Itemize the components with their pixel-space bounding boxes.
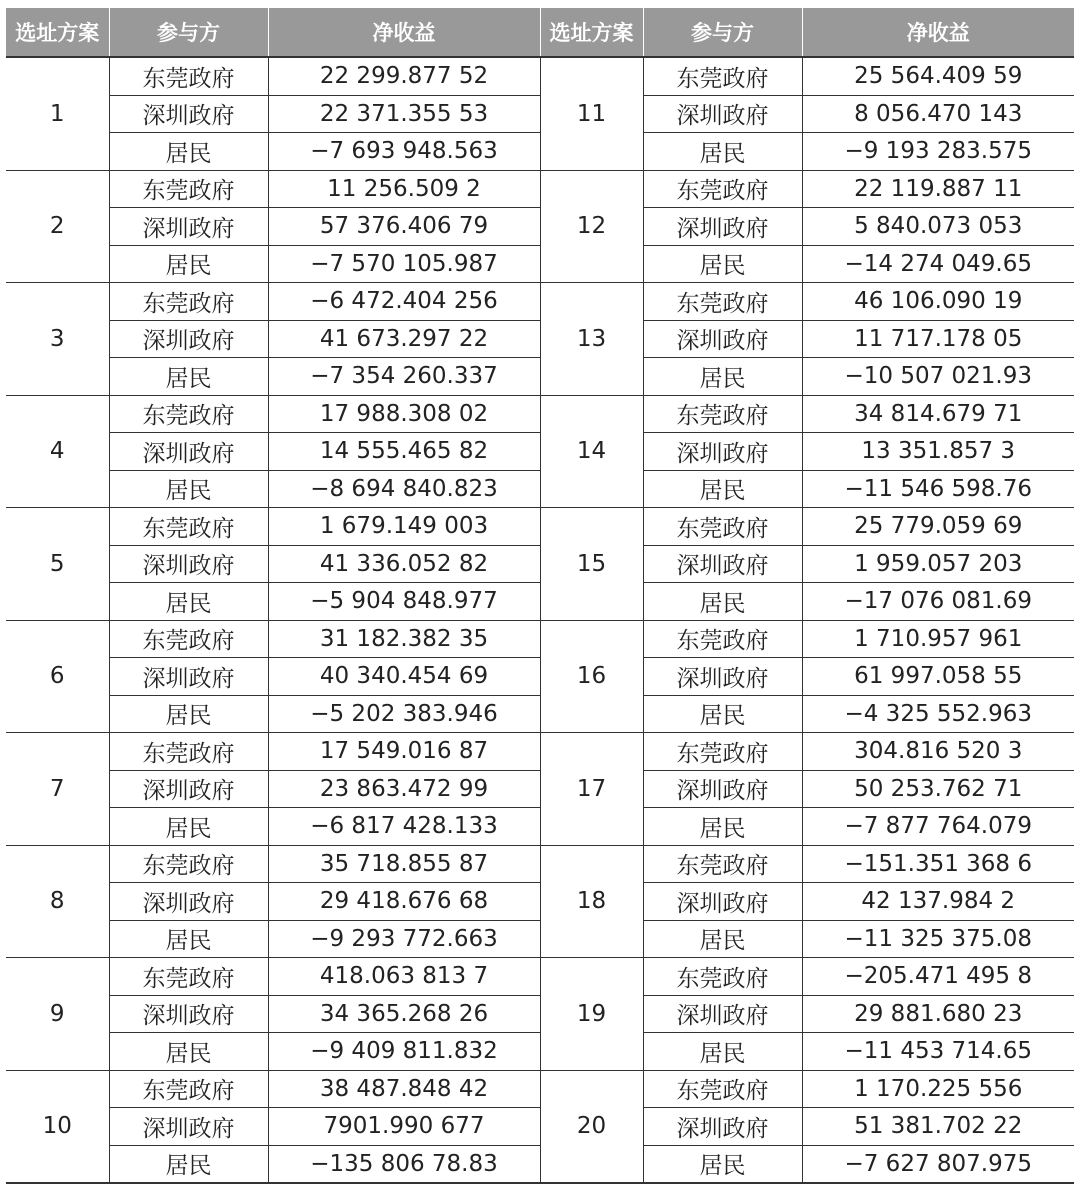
net-benefit-cell: 50 253.762 71 — [802, 770, 1074, 808]
party-cell: 深圳政府 — [109, 320, 268, 358]
party-cell: 东莞政府 — [109, 170, 268, 208]
net-benefit-cell: 29 418.676 68 — [268, 883, 540, 921]
party-cell: 东莞政府 — [643, 1070, 802, 1108]
party-cell: 东莞政府 — [109, 508, 268, 546]
scheme-number-cell: 9 — [6, 958, 109, 1071]
net-benefit-cell: −7 877 764.079 — [802, 808, 1074, 846]
party-cell: 居民 — [109, 245, 268, 283]
table-row — [6, 57, 1074, 95]
party-cell: 深圳政府 — [643, 770, 802, 808]
party-cell: 居民 — [109, 133, 268, 171]
table-row — [6, 508, 1074, 546]
net-benefit-cell: 46 106.090 19 — [802, 283, 1074, 321]
net-benefit-cell: 1 959.057 203 — [802, 545, 1074, 583]
party-cell: 居民 — [109, 920, 268, 958]
net-benefit-cell: 34 814.679 71 — [802, 395, 1074, 433]
party-cell: 居民 — [643, 358, 802, 396]
scheme-number-cell: 13 — [540, 283, 643, 396]
net-benefit-cell: −6 817 428.133 — [268, 808, 540, 846]
header-net-benefit-right: 净收益 — [802, 8, 1074, 57]
net-benefit-cell: 41 336.052 82 — [268, 545, 540, 583]
net-benefit-cell: 1 710.957 961 — [802, 620, 1074, 658]
party-cell: 居民 — [109, 808, 268, 846]
party-cell: 深圳政府 — [643, 95, 802, 133]
party-cell: 居民 — [109, 358, 268, 396]
net-benefit-cell: 22 119.887 11 — [802, 170, 1074, 208]
net-benefit-cell: −10 507 021.93 — [802, 358, 1074, 396]
net-benefit-cell: −7 354 260.337 — [268, 358, 540, 396]
scheme-number-cell: 8 — [6, 845, 109, 958]
party-cell: 居民 — [643, 920, 802, 958]
net-benefit-cell: −5 904 848.977 — [268, 583, 540, 621]
table-row — [6, 733, 1074, 771]
net-benefit-cell: −151.351 368 6 — [802, 845, 1074, 883]
party-cell: 东莞政府 — [643, 733, 802, 771]
scheme-number-cell: 2 — [6, 170, 109, 283]
net-benefit-cell: 1 170.225 556 — [802, 1070, 1074, 1108]
party-cell: 深圳政府 — [109, 1108, 268, 1146]
scheme-number-cell: 7 — [6, 733, 109, 846]
net-benefit-cell: 17 549.016 87 — [268, 733, 540, 771]
net-benefit-cell: −17 076 081.69 — [802, 583, 1074, 621]
net-benefit-cell: 29 881.680 23 — [802, 995, 1074, 1033]
party-cell: 深圳政府 — [109, 208, 268, 246]
header-scheme-right: 选址方案 — [540, 8, 643, 57]
party-cell: 东莞政府 — [643, 508, 802, 546]
net-benefit-cell: 8 056.470 143 — [802, 95, 1074, 133]
party-cell: 居民 — [643, 133, 802, 171]
net-benefit-cell: −7 693 948.563 — [268, 133, 540, 171]
net-benefit-cell: 34 365.268 26 — [268, 995, 540, 1033]
table-row — [6, 845, 1074, 883]
net-benefit-cell: −5 202 383.946 — [268, 695, 540, 733]
scheme-number-cell: 12 — [540, 170, 643, 283]
net-benefit-cell: 13 351.857 3 — [802, 433, 1074, 471]
net-benefit-cell: −7 627 807.975 — [802, 1145, 1074, 1183]
party-cell: 深圳政府 — [109, 995, 268, 1033]
party-cell: 居民 — [109, 695, 268, 733]
net-benefit-cell: 22 371.355 53 — [268, 95, 540, 133]
party-cell: 东莞政府 — [109, 283, 268, 321]
net-benefit-cell: 23 863.472 99 — [268, 770, 540, 808]
table-row — [6, 1070, 1074, 1108]
party-cell: 深圳政府 — [109, 545, 268, 583]
table-row — [6, 958, 1074, 996]
party-cell: 居民 — [643, 470, 802, 508]
party-cell: 居民 — [643, 245, 802, 283]
net-benefit-cell: 25 564.409 59 — [802, 57, 1074, 95]
net-benefit-cell: −205.471 495 8 — [802, 958, 1074, 996]
scheme-number-cell: 17 — [540, 733, 643, 846]
scheme-number-cell: 16 — [540, 620, 643, 733]
party-cell: 东莞政府 — [109, 57, 268, 95]
net-benefit-cell: 41 673.297 22 — [268, 320, 540, 358]
net-benefit-cell: 42 137.984 2 — [802, 883, 1074, 921]
net-benefit-cell: −8 694 840.823 — [268, 470, 540, 508]
party-cell: 居民 — [643, 808, 802, 846]
scheme-number-cell: 3 — [6, 283, 109, 396]
party-cell: 居民 — [643, 695, 802, 733]
table-row — [6, 395, 1074, 433]
party-cell: 深圳政府 — [643, 658, 802, 696]
scheme-number-cell: 10 — [6, 1070, 109, 1183]
net-benefit-cell: −14 274 049.65 — [802, 245, 1074, 283]
party-cell: 居民 — [643, 1145, 802, 1183]
party-cell: 居民 — [109, 1145, 268, 1183]
header-party-right: 参与方 — [643, 8, 802, 57]
party-cell: 深圳政府 — [109, 883, 268, 921]
table-row — [6, 283, 1074, 321]
party-cell: 东莞政府 — [109, 845, 268, 883]
party-cell: 居民 — [643, 1033, 802, 1071]
scheme-number-cell: 6 — [6, 620, 109, 733]
net-benefit-cell: −9 193 283.575 — [802, 133, 1074, 171]
party-cell: 深圳政府 — [109, 433, 268, 471]
party-cell: 深圳政府 — [643, 433, 802, 471]
party-cell: 深圳政府 — [643, 208, 802, 246]
header-scheme-left: 选址方案 — [6, 8, 109, 57]
scheme-number-cell: 20 — [540, 1070, 643, 1183]
scheme-number-cell: 4 — [6, 395, 109, 508]
net-benefit-cell: 25 779.059 69 — [802, 508, 1074, 546]
table-body — [6, 57, 1074, 1183]
party-cell: 深圳政府 — [109, 658, 268, 696]
net-benefit-cell: −4 325 552.963 — [802, 695, 1074, 733]
net-benefit-cell: 11 717.178 05 — [802, 320, 1074, 358]
net-benefit-cell: 7901.990 677 — [268, 1108, 540, 1146]
header-row — [6, 8, 1074, 57]
scheme-number-cell: 11 — [540, 57, 643, 170]
party-cell: 深圳政府 — [643, 883, 802, 921]
party-cell: 东莞政府 — [643, 958, 802, 996]
net-benefit-cell: 304.816 520 3 — [802, 733, 1074, 771]
net-benefit-cell: 61 997.058 55 — [802, 658, 1074, 696]
scheme-number-cell: 14 — [540, 395, 643, 508]
net-benefit-cell: 1 679.149 003 — [268, 508, 540, 546]
net-benefit-cell: −11 453 714.65 — [802, 1033, 1074, 1071]
party-cell: 东莞政府 — [109, 1070, 268, 1108]
scheme-number-cell: 15 — [540, 508, 643, 621]
net-benefit-cell: 31 182.382 35 — [268, 620, 540, 658]
scheme-number-cell: 19 — [540, 958, 643, 1071]
net-benefit-cell: −11 546 598.76 — [802, 470, 1074, 508]
party-cell: 东莞政府 — [643, 57, 802, 95]
net-benefit-cell: 57 376.406 79 — [268, 208, 540, 246]
party-cell: 深圳政府 — [643, 320, 802, 358]
party-cell: 东莞政府 — [109, 620, 268, 658]
net-benefit-cell: 51 381.702 22 — [802, 1108, 1074, 1146]
party-cell: 东莞政府 — [109, 395, 268, 433]
party-cell: 东莞政府 — [643, 845, 802, 883]
net-benefit-cell: 40 340.454 69 — [268, 658, 540, 696]
net-benefit-cell: −7 570 105.987 — [268, 245, 540, 283]
party-cell: 深圳政府 — [643, 545, 802, 583]
net-benefit-cell: 418.063 813 7 — [268, 958, 540, 996]
scheme-number-cell: 1 — [6, 57, 109, 170]
party-cell: 东莞政府 — [109, 733, 268, 771]
net-benefit-cell: −9 293 772.663 — [268, 920, 540, 958]
table-row — [6, 620, 1074, 658]
party-cell: 居民 — [109, 470, 268, 508]
party-cell: 东莞政府 — [643, 395, 802, 433]
net-benefit-cell: −9 409 811.832 — [268, 1033, 540, 1071]
party-cell: 居民 — [109, 583, 268, 621]
party-cell: 深圳政府 — [643, 1108, 802, 1146]
net-benefit-cell: −11 325 375.08 — [802, 920, 1074, 958]
net-benefit-cell: 11 256.509 2 — [268, 170, 540, 208]
party-cell: 深圳政府 — [109, 95, 268, 133]
net-benefit-cell: 35 718.855 87 — [268, 845, 540, 883]
net-benefit-cell: 5 840.073 053 — [802, 208, 1074, 246]
table-row — [6, 170, 1074, 208]
net-benefit-cell: 14 555.465 82 — [268, 433, 540, 471]
scheme-number-cell: 5 — [6, 508, 109, 621]
party-cell: 东莞政府 — [109, 958, 268, 996]
net-benefit-cell: 38 487.848 42 — [268, 1070, 540, 1108]
scheme-number-cell: 18 — [540, 845, 643, 958]
party-cell: 东莞政府 — [643, 620, 802, 658]
party-cell: 深圳政府 — [643, 995, 802, 1033]
header-party-left: 参与方 — [109, 8, 268, 57]
net-benefit-cell: 17 988.308 02 — [268, 395, 540, 433]
net-benefit-cell: 22 299.877 52 — [268, 57, 540, 95]
net-benefit-table — [6, 8, 1074, 1184]
party-cell: 东莞政府 — [643, 170, 802, 208]
party-cell: 深圳政府 — [109, 770, 268, 808]
header-net-benefit-left: 净收益 — [268, 8, 540, 57]
party-cell: 居民 — [643, 583, 802, 621]
net-benefit-cell: −6 472.404 256 — [268, 283, 540, 321]
net-benefit-cell: −135 806 78.83 — [268, 1145, 540, 1183]
party-cell: 居民 — [109, 1033, 268, 1071]
party-cell: 东莞政府 — [643, 283, 802, 321]
